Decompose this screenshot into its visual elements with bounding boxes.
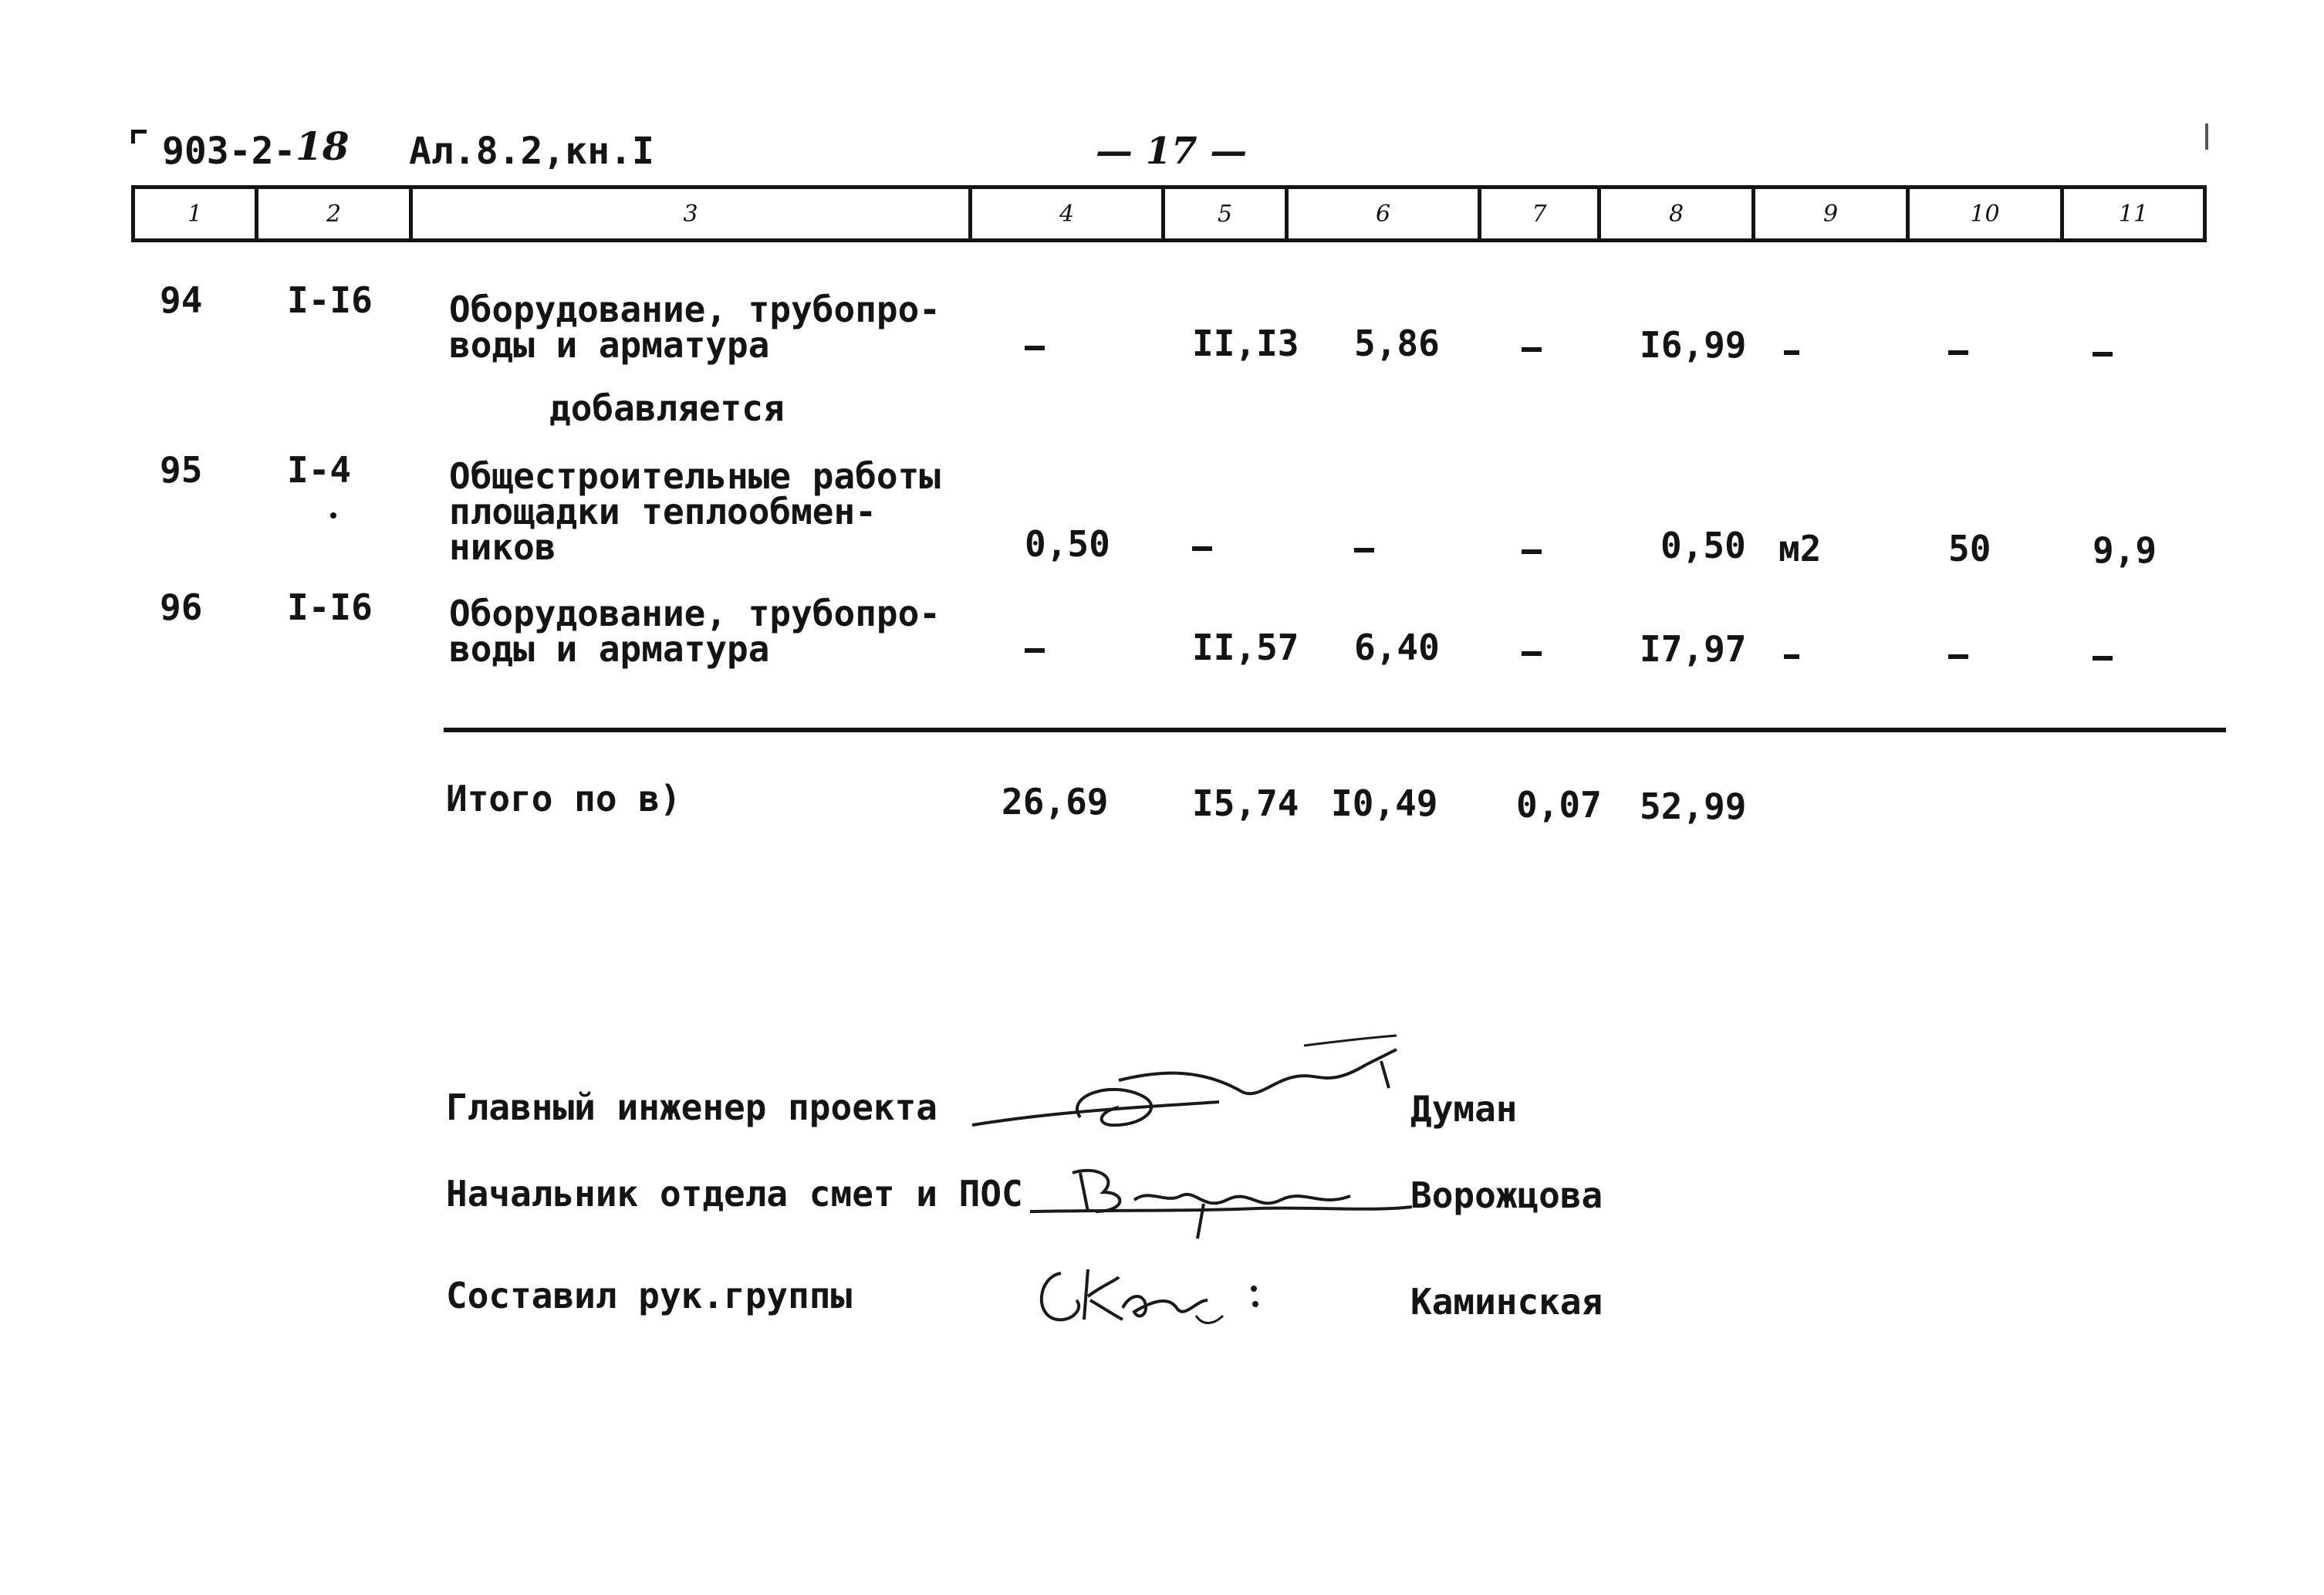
cell-dash [1025, 346, 1045, 350]
signature-role-compiled-by: Составил рук.группы [446, 1275, 853, 1316]
cell-dash [1522, 347, 1542, 352]
cell-dash [1784, 654, 1799, 659]
column-header-8: 8 [1601, 189, 1755, 238]
handwritten-signature-icon [1026, 1157, 1427, 1242]
cell-col6: 5,86 [1354, 323, 1440, 364]
total-col4: 26,69 [1002, 781, 1109, 823]
total-col5: I5,74 [1192, 782, 1299, 824]
row-code: I-I6 [287, 586, 373, 628]
signature-role-chief-engineer: Главный инженер проекта [446, 1086, 937, 1128]
document-code-handwritten: 18 [296, 123, 350, 169]
cell-col4: 0,50 [1025, 523, 1110, 565]
column-number-strip [131, 185, 2207, 242]
corner-mark-vertical [131, 130, 135, 144]
stray-dot [330, 512, 336, 519]
column-header-5: 5 [1165, 189, 1289, 238]
signature-name-chief-engineer: Думан [1410, 1088, 1518, 1130]
cell-dash [1025, 648, 1045, 653]
album-reference: Ал.8.2,кн.I [409, 130, 654, 173]
signature-name-head-of-estimates: Ворожцова [1410, 1174, 1603, 1216]
total-col7: 0,07 [1516, 784, 1602, 826]
handwritten-signature-icon [964, 1034, 1427, 1142]
row-number: 95 [160, 449, 203, 491]
column-header-6: 6 [1289, 189, 1481, 238]
column-header-1: 1 [135, 189, 258, 238]
row-number: 94 [160, 279, 203, 321]
cell-col11: 9,9 [2093, 529, 2157, 571]
cell-col8: I6,99 [1640, 324, 1747, 366]
cell-col6: 6,40 [1354, 627, 1440, 668]
total-label: Итого по в) [446, 778, 681, 819]
cell-dash [1784, 350, 1799, 355]
section-label: добавляется [549, 387, 785, 429]
total-separator-rule [444, 728, 2226, 732]
column-header-2: 2 [258, 189, 413, 238]
row-number: 96 [160, 586, 203, 628]
cell-col8: I7,97 [1640, 628, 1747, 670]
cell-dash [1522, 549, 1542, 554]
cell-dash [2093, 656, 2113, 661]
row-name: Оборудование, трубопро- воды и арматура [449, 593, 941, 670]
cell-col9: м2 [1778, 528, 1822, 569]
cell-dash [1192, 546, 1212, 551]
cell-col5: II,I3 [1192, 323, 1299, 364]
cell-dash [1948, 350, 1968, 355]
column-header-7: 7 [1481, 189, 1601, 238]
handwritten-signature-icon [1030, 1254, 1277, 1339]
column-header-9: 9 [1755, 189, 1910, 238]
cell-col10: 50 [1948, 528, 1991, 569]
cell-col8: 0,50 [1660, 525, 1746, 566]
row-code: I-I6 [287, 279, 373, 321]
row-name: Оборудование, трубопро- воды и арматура [449, 289, 941, 366]
cell-dash [1354, 548, 1374, 553]
column-header-11: 11 [2118, 200, 2149, 228]
row-name: Общестроительные работы площадки теплообмен- ников [449, 455, 941, 568]
column-header-10: 10 [1910, 189, 2064, 238]
cell-dash [1948, 654, 1968, 659]
document-code: 903-2- [162, 130, 296, 173]
signature-name-compiled-by: Каминская [1410, 1281, 1603, 1323]
cell-col5: II,57 [1192, 627, 1299, 668]
page-number: — 17 — [1096, 130, 1248, 173]
total-col6: I0,49 [1331, 782, 1438, 824]
edge-mark [2205, 123, 2208, 150]
row-code: I-4 [287, 449, 352, 491]
cell-dash [1522, 651, 1542, 656]
cell-dash [2093, 352, 2113, 357]
total-col8: 52,99 [1640, 786, 1747, 827]
signature-role-head-of-estimates: Начальник отдела смет и ПОС [446, 1173, 1023, 1215]
column-header-4: 4 [972, 189, 1165, 238]
column-header-3: 3 [413, 189, 972, 238]
